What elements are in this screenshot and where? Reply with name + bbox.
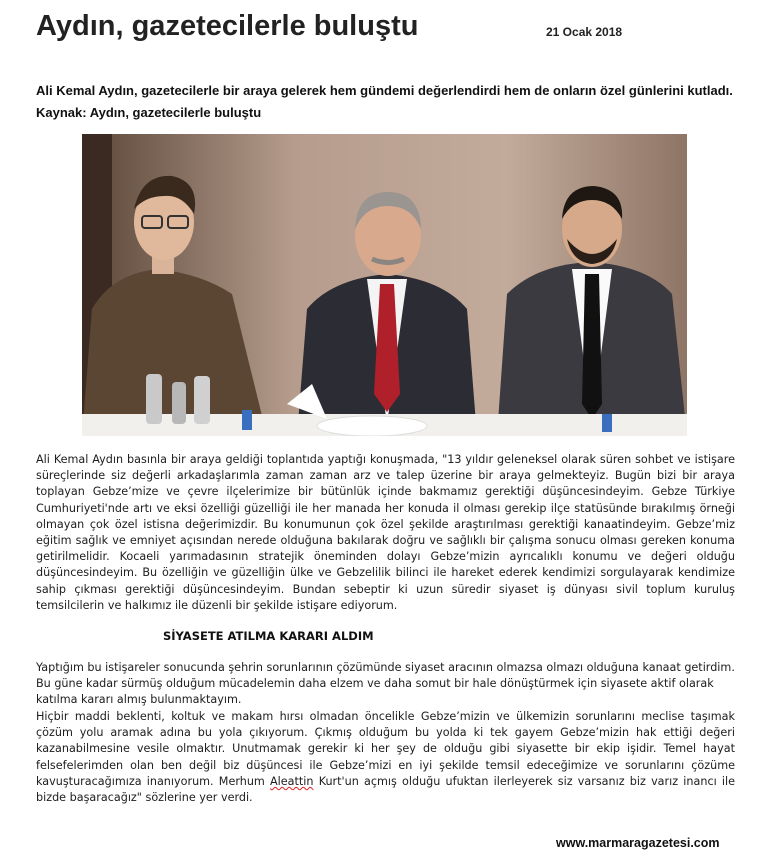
article-lead	[36, 80, 736, 124]
article-paragraph-1: Ali Kemal Aydın basınla bir araya geldiği toplantıda yaptığı konuşmada, "13 yıldır geleneksel olarak süren sohbet ve istişare süreçlerinde siz değerli arkadaşlarımla zaman zaman arz ve talep üzerine bir araya gelmekteyiz. Bugün bizi bir araya toplayan Gebze’mize ve çevre ilçelerimize bir bütünlük içinde bakmamız gerektiği düşüncesindeyim. Gebze Türkiye Cumhuriyeti'nde artı ve eksi özelliği güzelliği ile her manada her konuda il olması gerekip ilçe statüsünde bırakılmış örneği olmayan çok özel istisna değerimizdir. Bu konumunun çok özel şekilde araştırılması gerektiği kanaatindeyim. Gebze’miz eğitim sağlık ve emniyet açısından nerede olduğuna bakılarak doğru ve sağlıklı bir çalışma sonucu olması gereken konuma getirilmelidir. Kocaeli yarımadasının stratejik öneminden dolayı Gebze’mizin ayrıcalıklı konumu ve değeri olduğu düşüncesindeyim. Bu özelliğin ve güzelliğin ülke ve Gebzelilik bilinci ile hareket ederek kendimizi sorgulayarak kendimize sahip çıkması gerektiği düşüncesindeyim. Bundan sebeptir ki uzun süredir siyaset iş dünyası sivil toplum kuruluş temsilcilerin ve halkımız ile düzenli bir şekilde istişare ediyorum.	[36, 453, 735, 612]
misspelled-name: Aleattin	[270, 774, 314, 788]
section-subheading: SİYASETE ATILMA KARARI ALDIM	[163, 629, 374, 643]
article-paragraph-3	[36, 709, 735, 806]
article-photo	[82, 134, 687, 436]
article-paragraph-2: Yaptığım bu istişareler sonucunda şehrin sorunlarının çözümünde siyaset aracının olmazsa olmazı olduğuna kanaat getirdim. Bu güne kadar sürmüş olduğum mücadelemin daha elzem ve daha somut bir hale dönüştürmek için siyasete aktif olarak katılma kararı almış bulunmaktayım.	[36, 661, 735, 707]
paragraph-3-text-end: Kurt'un açmış olduğu ufuktan ilerleyerek siz varsanız biz varız inancı ile bizde başaracağız" sözlerine yer verdi.	[36, 774, 736, 805]
article-date: 21 Ocak 2018	[546, 25, 623, 39]
photo-illustration	[82, 134, 687, 436]
lead-summary: Ali Kemal Aydın, gazetecilerle bir araya gelerek hem gündemi değerlendirdi hem de onların özel günlerini kutladı.	[36, 83, 733, 98]
paragraph-3-text-start: Hiçbir maddi beklenti, koltuk ve makam hırsı olmadan öncelikle Gebze’mizin ve ülkemizin sorunlarını meclise taşımak çözüm yolu aramak adına bu yola çıkıyorum. Çıkmış olduğum bu yolda ki tek gayem Gebze’mizin hak ettiği değeri kazanabilmesine vesile olmaktır. Unutmamak gerekir ki her şey de olduğu gibi siyasette bir ekip işidir. Temel hayat felsefelerimden olan ben değil biz düşüncesi ile Gebze’mizi en iyi şekilde temsil edeceğimize ve sorunlarını çözüme kavuşturacağımıza inanıyorum. Merhum	[36, 710, 735, 788]
article-title: Aydın, gazetecilerle buluştu	[36, 10, 419, 42]
lead-source: Kaynak: Aydın, gazetecilerle buluştu	[36, 105, 262, 120]
source-website: www.marmaragazetesi.com	[556, 836, 720, 850]
